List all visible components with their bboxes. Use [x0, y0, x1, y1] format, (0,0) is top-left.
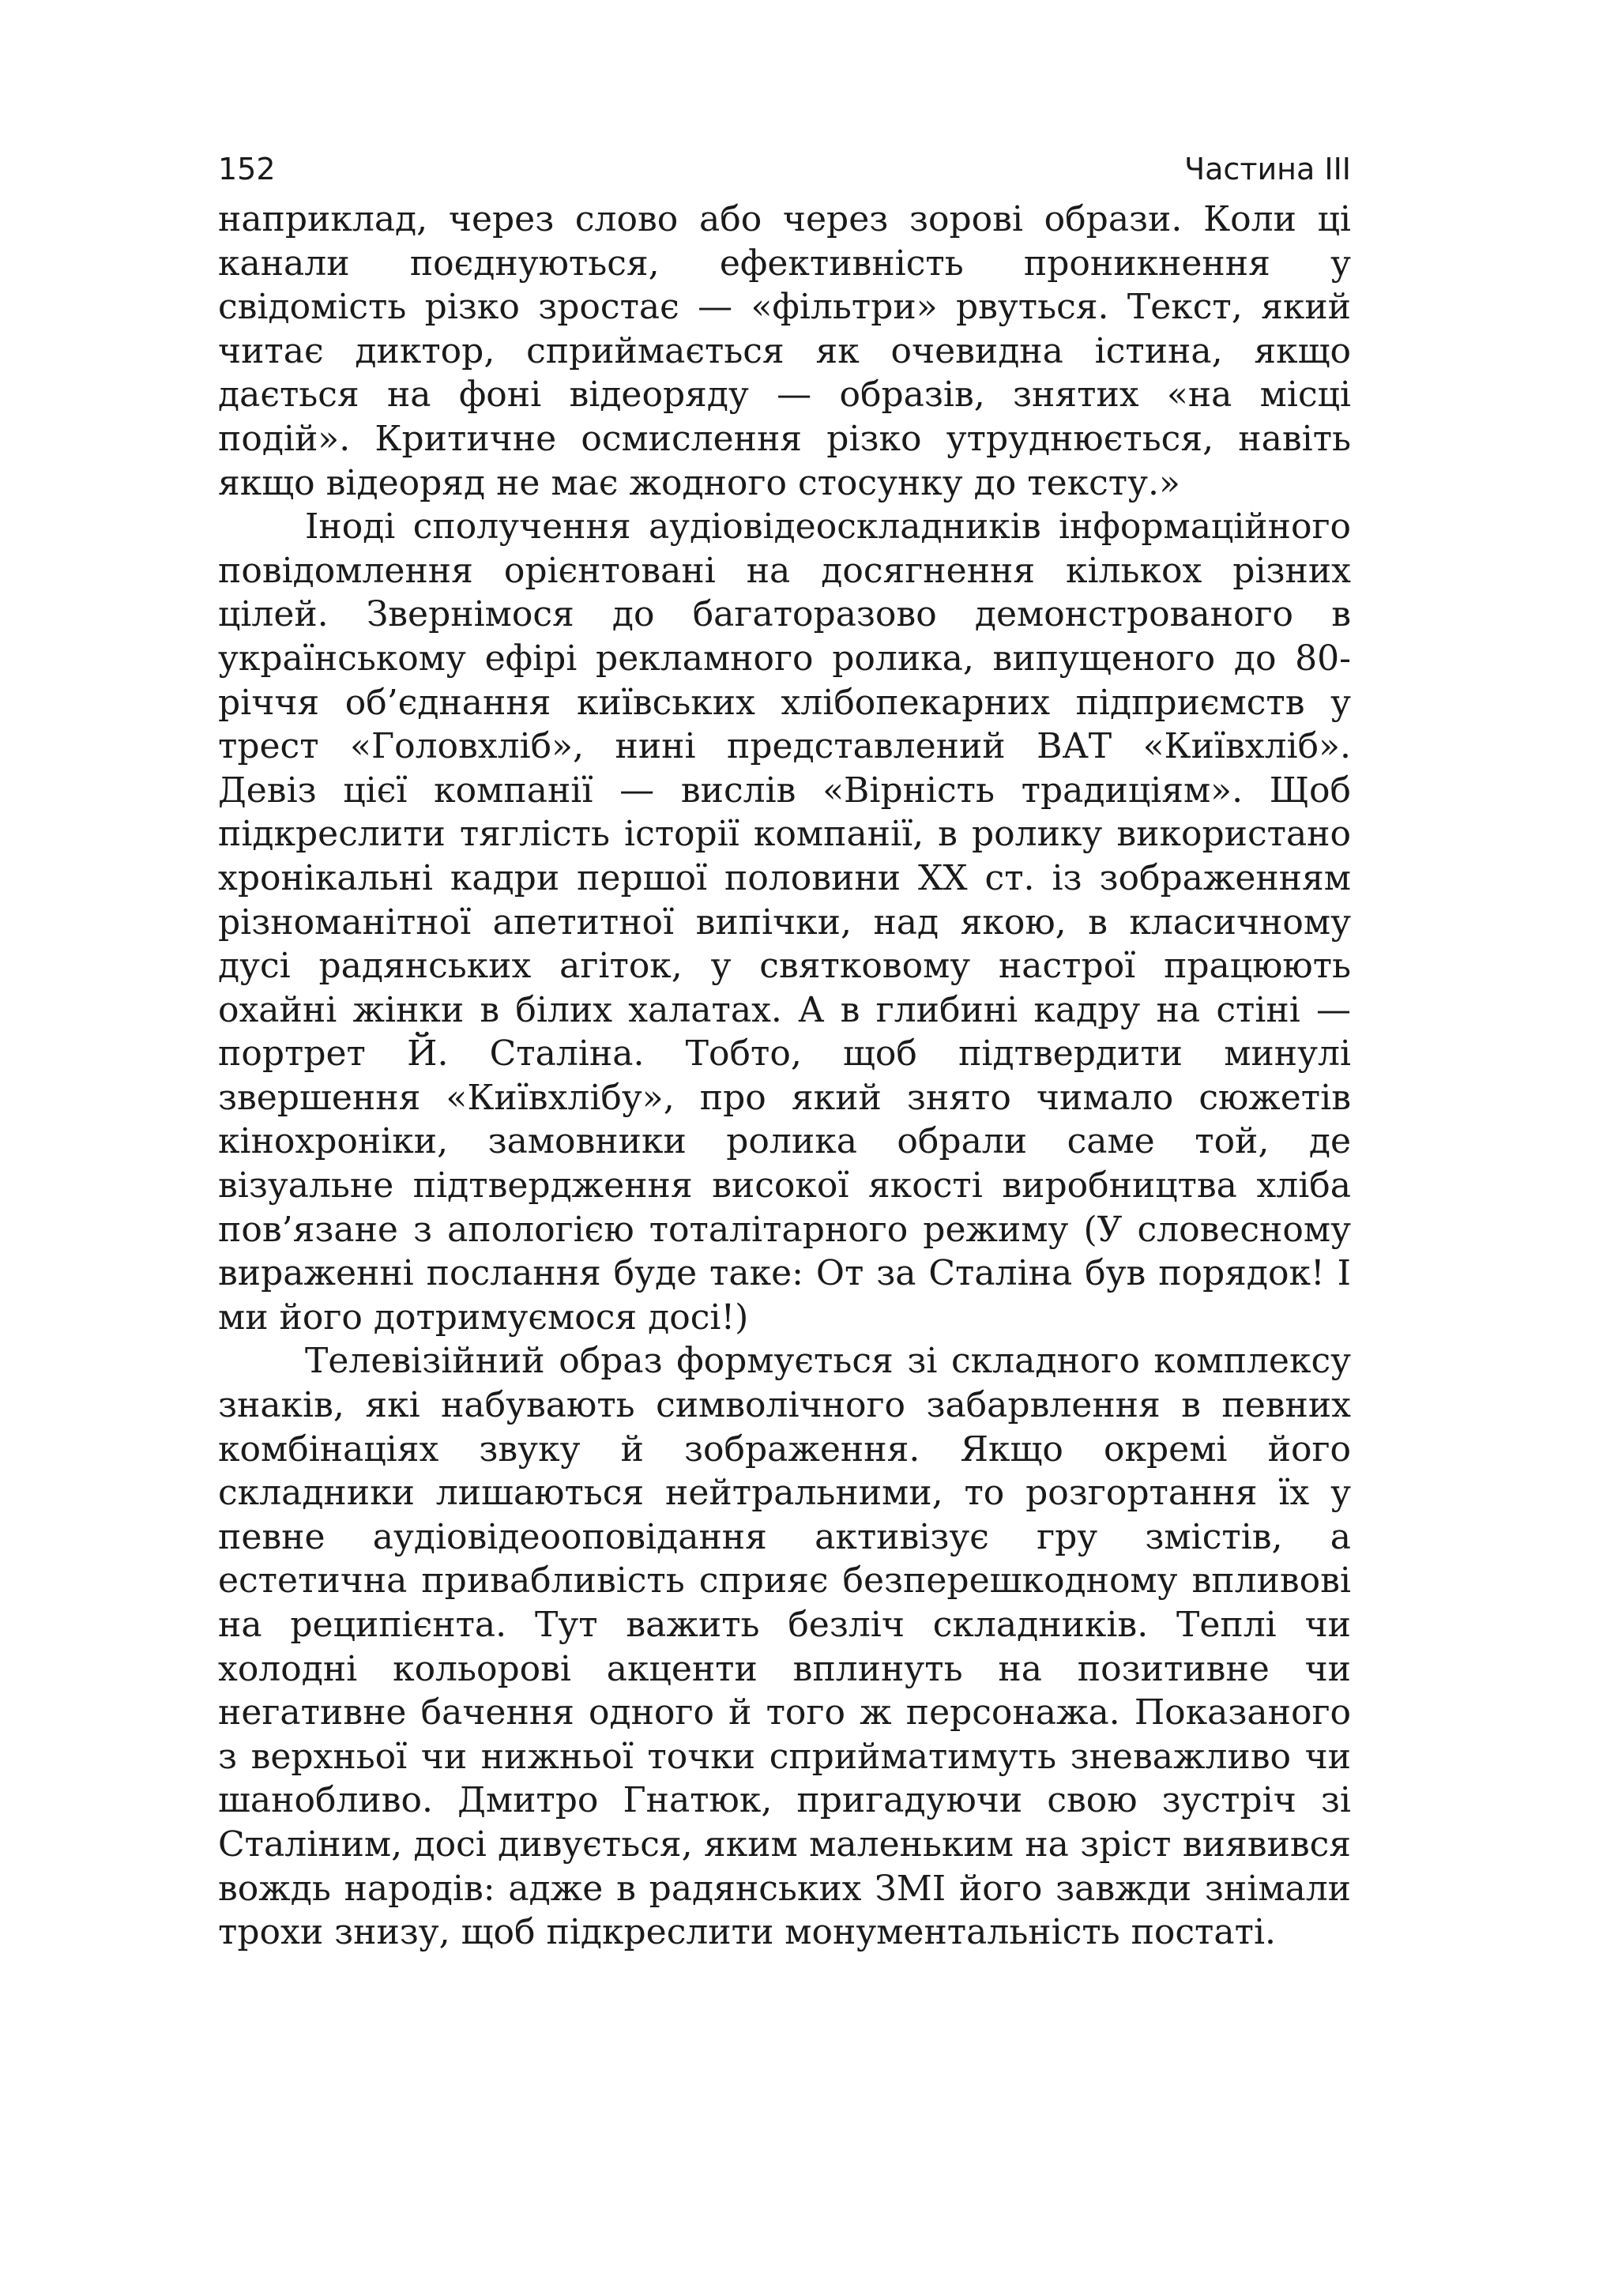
paragraph-continued: наприклад, через слово або через зорові образи. Коли ці канали поєднуються, ефективність проникнення у свідомість різко зростає — «фільтри» рвуться. Текст, який читає диктор, сприймається як очевидна істина, якщо дається на фоні відеоряду — образів, знятих «на місці подій». Критичне осмислення різко утруднюється, навіть якщо відеоряд не має жодного стосунку до тексту.» [218, 199, 1351, 503]
section-title: Частина III [1184, 152, 1351, 186]
book-page [218, 144, 1351, 1955]
running-head [218, 144, 1351, 194]
paragraph: Телевізійний образ формується зі складного комплексу знаків, які набувають символічного забарвлення в певних комбінаціях звуку й зображення. Якщо окремі його складники лишаються нейтральними, то розгортання їх у певне аудіовідеооповідання активізує гру змістів, а естетична привабливість сприяє безперешкодному впливові на реципієнта. Тут важить безліч складників. Теплі чи холодні кольорові акценти вплинуть на позитивне чи негативне бачення одного й того ж персонажа. Показаного з верхньої чи нижньої точки сприйматимуть зневажливо чи шанобливо. Дмитро Гнатюк, пригадуючи свою зустріч зі Сталіним, досі дивується, яким маленьким на зріст виявився вождь народів: адже в радянських ЗМІ його завжди знімали трохи знизу, щоб підкреслити монументальність постаті. [218, 1341, 1351, 1953]
body-text [218, 198, 1351, 1955]
page-number: 152 [218, 152, 276, 186]
paragraph: Іноді сполучення аудіовідеоскладників інформаційного повідомлення орієнтовані на досягнення кількох різних цілей. Звернімося до багаторазово демонстрованого в українському ефірі рекламного ролика, випущеного до 80-річчя об’єднання київських хлібопекарних підприємств у трест «Головхліб», нині представлений ВАТ «Київхліб». Девіз цієї компанії — вислів «Вірність традиціям». Щоб підкреслити тяглість історії компанії, в ролику використано хронікальні кадри першої половини ХХ ст. із зображенням різноманітної апетитної випічки, над якою, в класичному дусі радянських агіток, у святковому настрої працюють охайні жінки в білих халатах. А в глибині кадру на стіні — портрет Й. Сталіна. Тобто, щоб підтвердити минулі звершення «Київхлібу», про який знято чимало сюжетів кінохроніки, замовники ролика обрали саме той, де візуальне підтвердження високої якості виробництва хліба пов’язане з апологією тоталітарного режиму (У словесному вираженні послання буде таке: От за Сталіна був порядок! І ми його дотримуємося досі!) [218, 506, 1351, 1338]
